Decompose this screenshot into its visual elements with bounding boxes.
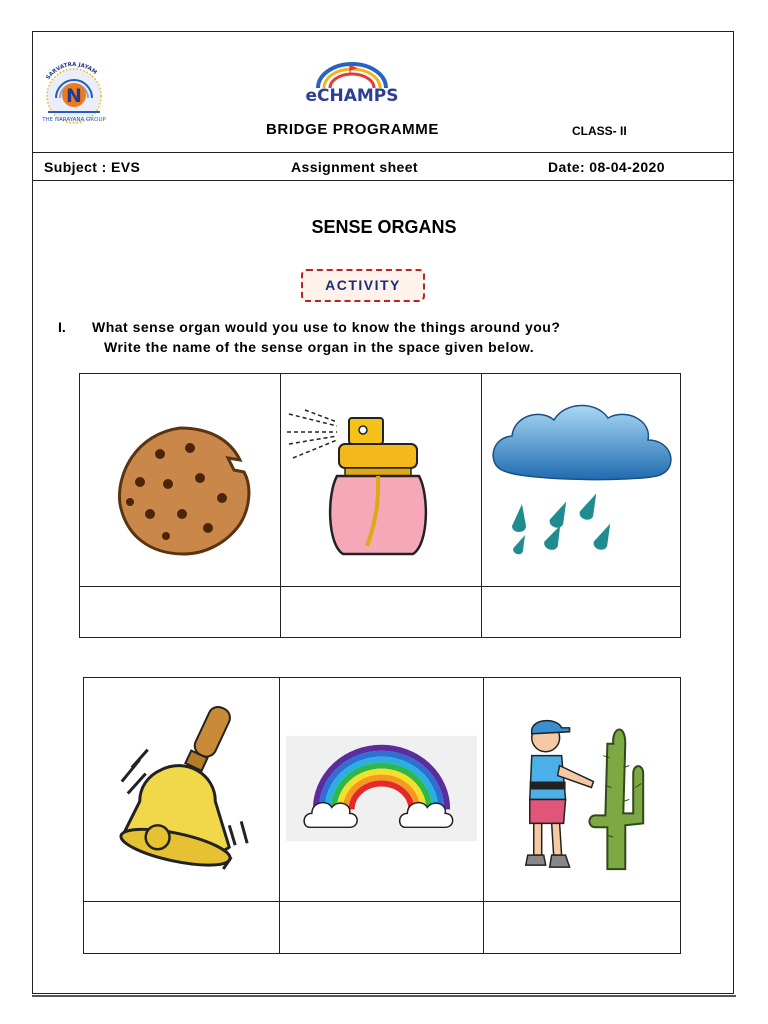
- sheet-label: Assignment sheet: [291, 159, 418, 175]
- answer-cell[interactable]: [280, 902, 484, 954]
- question-line-1: What sense organ would you use to know the things around you?: [92, 319, 561, 335]
- boy-touching-cactus-icon: [484, 678, 680, 901]
- picture-cell: [280, 678, 484, 902]
- rainbow-icon: [280, 678, 483, 901]
- bottom-rule: [32, 995, 736, 997]
- rain-cloud-icon: [482, 374, 680, 586]
- logo-group-text: THE NARAYANA GROUP: [42, 117, 106, 123]
- date-label: Date: 08-04-2020: [548, 159, 665, 175]
- picture-grid-1: [79, 373, 681, 638]
- logo-arc-text: SARVATRA JAYAM: [45, 61, 98, 82]
- answer-cell[interactable]: [482, 587, 681, 638]
- picture-cell: [281, 374, 482, 587]
- narayana-logo: [34, 58, 114, 128]
- svg-text:N: N: [66, 85, 82, 107]
- class-label: CLASS- II: [572, 124, 627, 138]
- picture-cell: [482, 374, 681, 587]
- picture-cell: [484, 678, 681, 902]
- info-bar: [32, 152, 734, 181]
- perfume-bottle-icon: [281, 374, 481, 586]
- answer-cell[interactable]: [84, 902, 280, 954]
- activity-badge: ACTIVITY: [301, 269, 425, 302]
- programme-title: BRIDGE PROGRAMME: [266, 121, 439, 138]
- question-line-2: Write the name of the sense organ in the space given below.: [104, 339, 535, 355]
- picture-cell: [84, 678, 280, 902]
- answer-cell[interactable]: [281, 587, 482, 638]
- answer-cell[interactable]: [80, 587, 281, 638]
- picture-cell: [80, 374, 281, 587]
- answer-cell[interactable]: [484, 902, 681, 954]
- subject-label: Subject : EVS: [44, 159, 141, 175]
- bell-icon: [84, 678, 279, 901]
- topic-title: SENSE ORGANS: [311, 217, 457, 237]
- picture-grid-2: [83, 677, 681, 954]
- echamps-logo: [304, 58, 400, 106]
- echamps-text: eCHAMPS: [305, 86, 399, 106]
- cookie-icon: [80, 374, 280, 586]
- question-number: I.: [58, 319, 66, 335]
